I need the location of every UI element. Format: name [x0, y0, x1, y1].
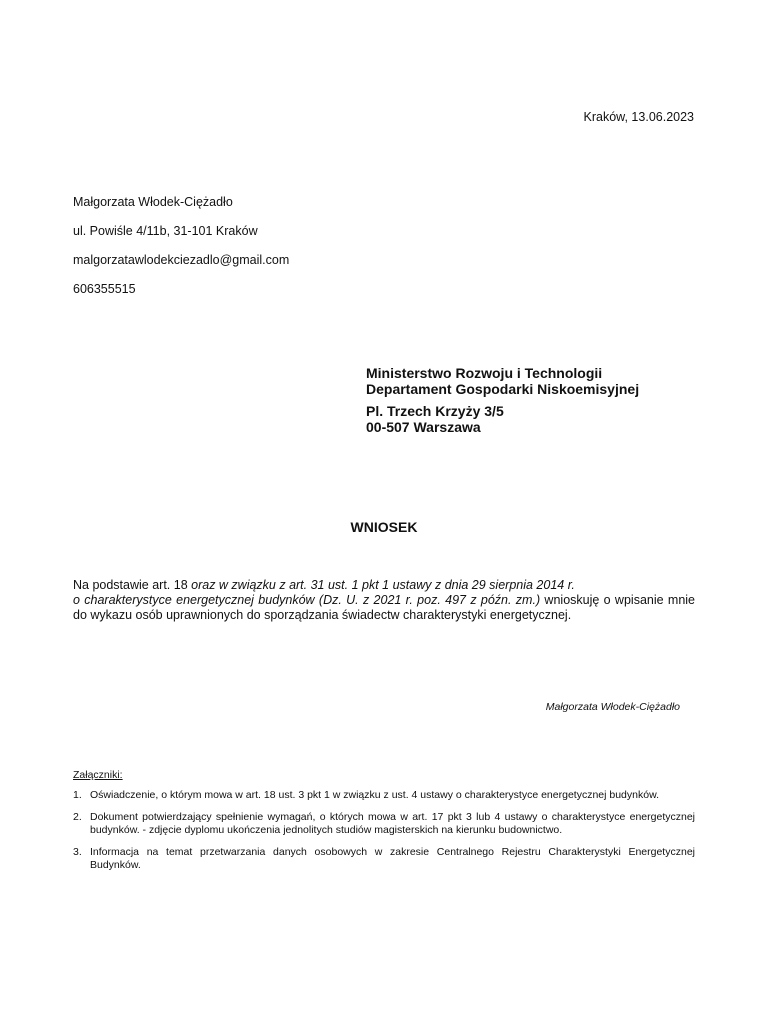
- recipient-institution: [366, 365, 639, 397]
- body-text-part4: wnioskuję o wpisanie mnie do wykazu osób uprawnionych do sporządzania świadectw charakterystyki energetycznej.: [73, 593, 695, 622]
- sender-block: [73, 194, 289, 310]
- recipient-city: 00-507 Warszawa: [366, 419, 481, 435]
- recipient-address: [366, 403, 639, 435]
- attachment-item: [73, 789, 695, 802]
- recipient-department: Departament Gospodarki Niskoemisyjnej: [366, 381, 640, 397]
- attachments-heading: Załączniki:: [73, 769, 123, 781]
- application-body: [73, 578, 695, 623]
- body-text-part2: oraz w związku z art. 31 ust. 1 pkt 1 ustawy z dnia 29 sierpnia 2014 r.: [191, 578, 575, 592]
- attachment-text: Oświadczenie, o którym mowa w art. 18 ust. 3 pkt 1 w związku z ust. 4 ustawy o charakterystyce energetycznej budynków.: [90, 789, 659, 801]
- attachments-section: [73, 769, 695, 881]
- signature: Małgorzata Włodek-Ciężadło: [545, 701, 680, 713]
- recipient-ministry: Ministerstwo Rozwoju i Technologii: [366, 365, 603, 381]
- attachment-number: 3.: [73, 846, 82, 858]
- attachments-list: [73, 789, 695, 872]
- sender-email: malgorzatawlodekciezadlo@gmail.com: [73, 253, 290, 267]
- attachment-number: 2.: [73, 811, 82, 823]
- place-and-date: Kraków, 13.06.2023: [583, 110, 694, 124]
- body-text-part3: o charakterystyce energetycznej budynków (Dz. U. z 2021 r. poz. 497 z późn. zm.): [73, 593, 541, 607]
- attachment-number: 1.: [73, 789, 82, 801]
- sender-address: ul. Powiśle 4/11b, 31-101 Kraków: [73, 224, 258, 238]
- sender-name: Małgorzata Włodek-Ciężadło: [73, 195, 233, 209]
- attachment-text: Informacja na temat przetwarzania danych osobowych w zakresie Centralnego Rejestru Charakterystyki Energetycznej Budynków.: [90, 846, 695, 871]
- sender-phone: 606355515: [73, 282, 136, 296]
- attachment-item: [73, 811, 695, 837]
- attachment-item: [73, 846, 695, 872]
- recipient-street: Pl. Trzech Krzyży 3/5: [366, 403, 504, 419]
- document-title: WNIOSEK: [350, 519, 418, 535]
- body-text-part1: Na podstawie art. 18: [73, 578, 192, 592]
- recipient-block: [366, 365, 639, 441]
- body-first-line: [73, 578, 695, 593]
- attachment-text: Dokument potwierdzający spełnienie wymagań, o których mowa w art. 17 pkt 3 lub 4 ustawy o charakterystyce energetycznej budynków. - zdjęcie dyplomu ukończenia jednolitych studiów magisterskich na kierunku budownictwo.: [90, 811, 695, 836]
